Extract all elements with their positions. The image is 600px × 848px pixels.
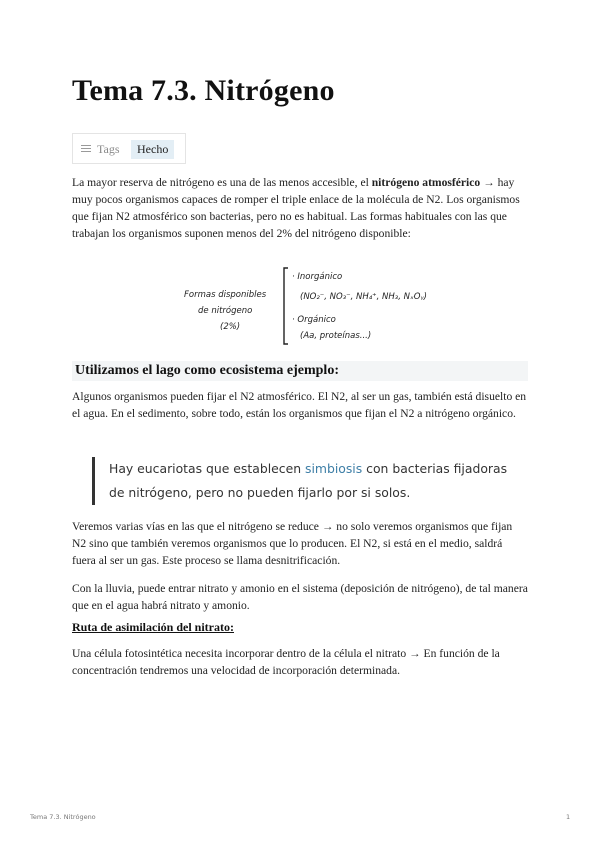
- quote-text-a: Hay eucariotas que establecen: [109, 461, 305, 476]
- page-number: 1: [566, 813, 571, 821]
- tags-label: Tags: [97, 142, 120, 156]
- rain-paragraph: Con la lluvia, puede entrar nitrato y amonio en el sistema (deposición de nitrógeno), de tal manera que en el agua habrá nitrato y amonio.: [72, 582, 528, 612]
- sketch-left-line2: de nitrógeno: [198, 306, 253, 316]
- pathways-paragraph: Veremos varias vías en las que el nitrógeno se reduce → no solo veremos organismos que fijan N2 sino que también veremos organismos que lo producen. El N2, si está en el medio, saldrá fuera al ser un gas. Este proceso se llama desnitrificación.: [72, 520, 513, 567]
- handwritten-sketch: [180, 262, 440, 346]
- quote-block: [92, 457, 522, 505]
- section-heading-nitrate: Ruta de asimilación del nitrato:: [72, 620, 234, 634]
- footer-title: Tema 7.3. Nitrógeno: [30, 813, 96, 821]
- sketch-left-line1: Formas disponibles: [184, 290, 267, 300]
- intro-text-b: hay muy pocos organismos capaces de romper el triple enlace de la molécula de N2. Los organismos que fijan N2 atmosférico son bacterias, pero no es habitual. Las formas habituales con las que trabajan los organismos suponen menos del 2% del nitrógeno disponible:: [72, 176, 520, 240]
- sketch-brace: [284, 268, 288, 344]
- quote-text-b: con bacterias fijadoras de nitrógeno, pero no pueden fijarlo por si solos.: [109, 461, 508, 500]
- sketch-left-line3: (2%): [220, 322, 241, 332]
- section-heading-lake: Utilizamos el lago como ecosistema ejemplo:: [72, 361, 528, 381]
- properties-block: [72, 133, 186, 164]
- sketch-right-line4: (Aa, proteínas...): [300, 331, 372, 341]
- intro-text-a: La mayor reserva de nitrógeno es una de las menos accesible, el: [72, 176, 372, 189]
- tag-chip[interactable]: Hecho: [131, 140, 174, 159]
- intro-bold: nitrógeno atmosférico →: [371, 176, 495, 189]
- lake-paragraph: Algunos organismos pueden fijar el N2 atmosférico. El N2, al ser un gas, también está disuelto en el agua. En el sedimento, sobre todo, están los organismos que fijan el N2 a nitrógeno orgánico.: [72, 390, 527, 420]
- list-icon: [81, 145, 91, 153]
- page-title: Tema 7.3. Nitrógeno: [72, 74, 335, 107]
- simbiosis-link[interactable]: simbiosis: [305, 461, 363, 476]
- sketch-right-line2: (NO₂⁻, NO₃⁻, NH₄⁺, NH₃, NₓOᵧ): [300, 292, 427, 302]
- intro-paragraph: [72, 174, 528, 242]
- sketch-right-line1: · Inorgánico: [292, 272, 343, 282]
- sketch-right-line3: · Orgánico: [292, 315, 336, 325]
- nitrate-paragraph: Una célula fotosintética necesita incorporar dentro de la célula el nitrato → En función de la concentración tendremos una velocidad de incorporación determinada.: [72, 647, 500, 677]
